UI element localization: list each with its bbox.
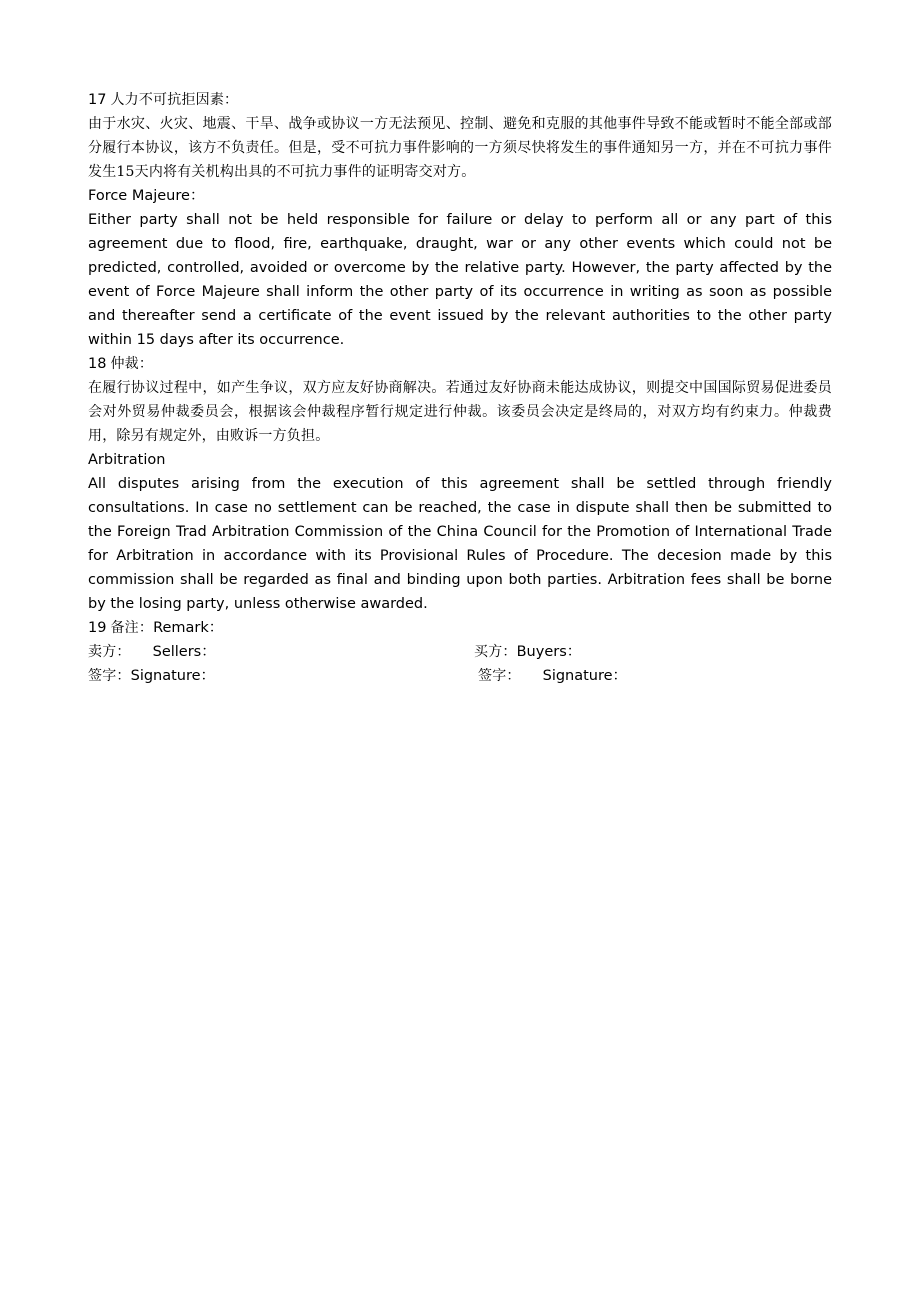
buyers-label-en: Buyers： [516,644,582,660]
section-17-heading [88,88,832,112]
section-19-heading [88,616,832,640]
buyers-label [474,640,581,664]
signature-row [88,664,832,688]
section-title-zh: 仲裁： [110,356,154,372]
section-title-zh: 人力不可抗拒因素： [110,92,239,108]
seller-signature-zh: 签字： [88,668,131,684]
sellers-label-en: Sellers： [152,644,216,660]
arbitration-body-zh: 在履行协议过程中，如产生争议，双方应友好协商解决。若通过友好协商未能达成协议，则提交中国国际贸易促进委员会对外贸易仲裁委员会，根据该会仲裁程序暂行规定进行仲裁。该委员会决定是终局的，对双方均有约束力。仲裁费用，除另有规定外，由败诉一方负担。 [88,380,832,444]
buyer-signature-zh: 签字： [478,668,521,684]
parties-row [88,640,832,664]
buyer-signature-en: Signature： [542,668,628,684]
section-title-en: Remark： [153,620,224,636]
arbitration-heading-en: Arbitration [88,452,166,468]
force-majeure-body-zh: 由于水灾、火灾、地震、干旱、战争或协议一方无法预见、控制、避免和克服的其他事件导致不能或暂时不能全部或部分履行本协议，该方不负责任。但是，受不可抗力事件影响的一方须尽快将发生的事件通知另一方，并在不可抗力事件发生15天内将有关机构出具的不可抗力事件的证明寄交对方。 [88,116,832,180]
document-page [88,88,832,688]
section-number: 19 [88,620,107,636]
section-number: 17 [88,92,107,108]
buyer-signature-label [478,664,627,688]
seller-signature-label [88,664,215,688]
seller-signature-en: Signature： [130,668,216,684]
section-title-zh: 备注： [110,620,154,636]
buyers-label-zh: 买方： [474,644,517,660]
sellers-label [88,640,216,664]
sellers-label-zh: 卖方： [88,644,131,660]
arbitration-body-en: All disputes arising from the execution of this agreement shall be settled through friendly consultations. In case no settlement can be reached, the case in dispute shall then be submitted to the Foreign Trad Arbitration Commission of the China Council for the Promotion of International Trade for Arbitration in accordance with its Provisional Rules of Procedure. The decesion made by this commission shall be regarded as final and binding upon both parties. Arbitration fees shall be borne by the losing party, unless otherwise awarded. [88,476,832,612]
force-majeure-heading-en: Force Majeure： [88,188,205,204]
section-18-heading [88,352,832,376]
force-majeure-body-en: Either party shall not be held responsible for failure or delay to perform all or any part of this agreement due to flood, fire, earthquake, draught, war or any other events which could not be predicted, controlled, avoided or overcome by the relative party. However, the party affected by the event of Force Majeure shall inform the other party of its occurrence in writing as soon as possible and thereafter send a certificate of the event issued by the relevant authorities to the other party within 15 days after its occurrence. [88,212,832,348]
section-number: 18 [88,356,107,372]
